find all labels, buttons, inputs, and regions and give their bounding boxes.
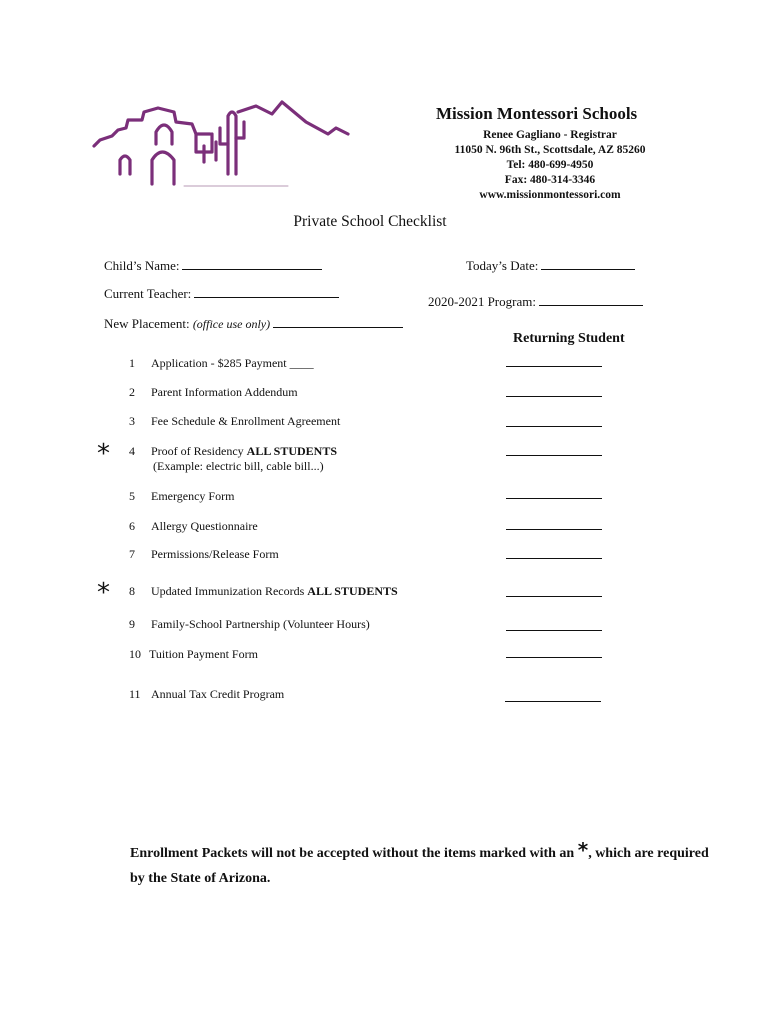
checklist-item-9: 9 Family-School Partnership (Volunteer Hours)	[129, 617, 370, 631]
current-teacher-label: Current Teacher:	[104, 286, 192, 301]
childs-name-label: Child’s Name:	[104, 258, 180, 273]
fax-line: Fax: 480-314-3346	[504, 174, 596, 186]
checklist-blank-1[interactable]	[506, 366, 602, 367]
checklist-item-2: 2 Parent Information Addendum	[129, 385, 298, 399]
required-star-icon: *	[97, 578, 110, 608]
form-title: Private School Checklist	[293, 213, 447, 230]
checklist-item-5: 5 Emergency Form	[129, 489, 235, 503]
program-blank[interactable]	[539, 293, 643, 306]
address-line: 11050 N. 96th St., Scottsdale, AZ 85260	[454, 144, 646, 156]
footer-notice: Enrollment Packets will not be accepted without the items marked with an *, which are required by the State of Arizona.	[130, 838, 709, 886]
current-teacher-blank[interactable]	[194, 285, 339, 298]
current-teacher-field	[104, 285, 339, 302]
todays-date-blank[interactable]	[541, 257, 635, 270]
checklist-item-4: 4 Proof of Residency ALL STUDENTS	[129, 444, 338, 458]
checklist-blank-8[interactable]	[506, 596, 602, 597]
checklist-blank-9[interactable]	[506, 630, 602, 631]
childs-name-field	[104, 257, 322, 274]
mission-logo-icon	[92, 100, 422, 188]
checklist-blank-10[interactable]	[506, 657, 602, 658]
returning-student-heading: Returning Student	[513, 331, 625, 346]
new-placement-field	[104, 315, 403, 332]
checklist-blank-6[interactable]	[506, 529, 602, 530]
website-line: www.missionmontessori.com	[479, 189, 621, 201]
program-label: 2020-2021 Program:	[428, 294, 536, 309]
childs-name-blank[interactable]	[182, 257, 322, 270]
checklist-blank-4[interactable]	[506, 455, 602, 456]
checklist-item-8: 8 Updated Immunization Records ALL STUDENTS	[129, 584, 398, 598]
contact-block	[420, 128, 680, 203]
checklist-item-11: 11 Annual Tax Credit Program	[129, 687, 285, 701]
checklist-blank-7[interactable]	[506, 558, 602, 559]
todays-date-field	[466, 257, 635, 274]
new-placement-label: New Placement:	[104, 316, 190, 331]
school-name: Mission Montessori Schools	[436, 104, 638, 123]
checklist-item-4-example: (Example: electric bill, cable bill...)	[153, 459, 324, 473]
program-field	[428, 293, 643, 310]
checklist-blank-11[interactable]	[505, 701, 601, 702]
checklist-item-1: 1 Application - $285 Payment ____	[129, 356, 314, 370]
checklist-item-7: 7 Permissions/Release Form	[129, 547, 279, 561]
required-star-icon: *	[97, 439, 110, 469]
tel-line: Tel: 480-699-4950	[506, 159, 594, 171]
todays-date-label: Today’s Date:	[466, 258, 539, 273]
new-placement-blank[interactable]	[273, 315, 403, 328]
checklist-item-10: 10 Tuition Payment Form	[129, 647, 258, 661]
checklist-blank-5[interactable]	[506, 498, 602, 499]
checklist-item-3: 3 Fee Schedule & Enrollment Agreement	[129, 414, 341, 428]
checklist-item-6: 6 Allergy Questionnaire	[129, 519, 258, 533]
required-star-icon: *	[577, 838, 589, 862]
office-use-note: (office use only)	[192, 317, 271, 331]
registrar-line: Renee Gagliano - Registrar	[483, 129, 617, 141]
checklist-blank-2[interactable]	[506, 396, 602, 397]
checklist-blank-3[interactable]	[506, 426, 602, 427]
